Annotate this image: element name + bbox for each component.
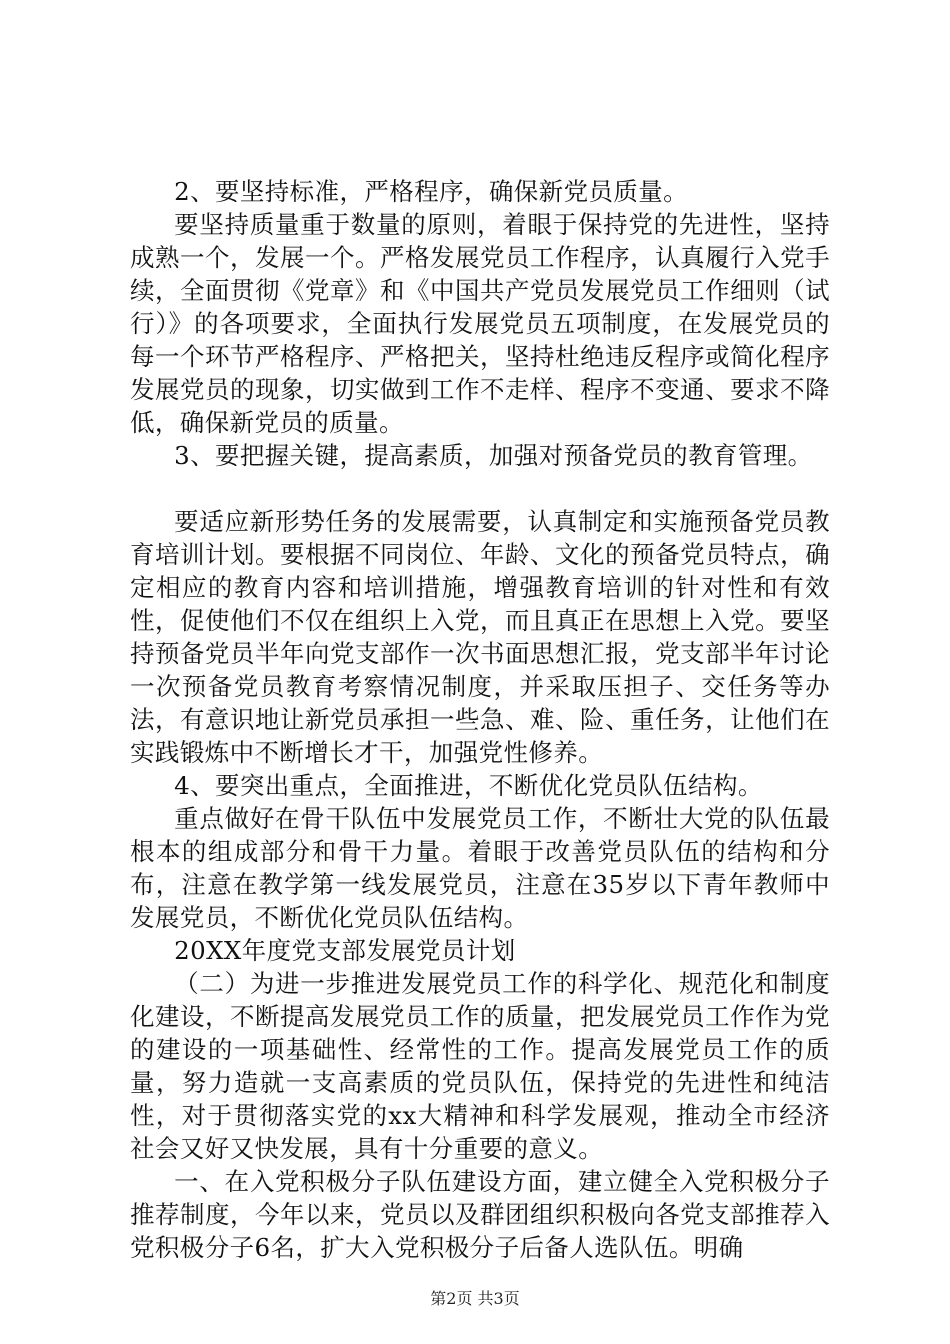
page-footer: 第2页 共3页: [430, 1289, 520, 1308]
body-paragraph: 要坚持质量重于数量的原则，着眼于保持党的先进性，坚持成熟一个，发展一个。严格发展党员工作程序，认真履行入党手续，全面贯彻《党章》和《中国共产党员发展党员工作细则（试行）》的各项要求，全面执行发展党员五项制度，在发展党员的每一个环节严格程序、严格把关，坚持杜绝违反程序或简化程序发展党员的现象，切实做到工作不走样、程序不变通、要求不降低，确保新党员的质量。: [130, 210, 830, 437]
plan-title: 20XX年度党支部发展党员计划: [174, 936, 516, 965]
section-heading-2: 2、要坚持标准，严格程序，确保新党员质量。: [174, 177, 689, 206]
section-heading-4: 4、要突出重点，全面推进，不断优化党员队伍结构。: [174, 771, 763, 800]
body-paragraph: 重点做好在骨干队伍中发展党员工作，不断壮大党的队伍最根本的组成部分和骨干力量。着眼于改善党员队伍的结构和分布，注意在教学第一线发展党员，注意在35岁以下青年教师中发展党员，不断优化党员队伍结构。: [130, 804, 830, 932]
body-paragraph: 要适应新形势任务的发展需要，认真制定和实施预备党员教育培训计划。要根据不同岗位、年龄、文化的预备党员特点，确定相应的教育内容和培训措施，增强教育培训的针对性和有效性，促使他们不仅在组织上入党，而且真正在思想上入党。要坚持预备党员半年向党支部作一次书面思想汇报，党支部半年讨论一次预备党员教育考察情况制度，并采取压担子、交任务等办法，有意识地让新党员承担一些急、难、险、重任务，让他们在实践锻炼中不断增长才干，加强党性修养。: [130, 507, 830, 767]
document-body: [130, 175, 830, 1264]
section-heading-3: 3、要把握关键，提高素质，加强对预备党员的教育管理。: [174, 441, 813, 470]
body-paragraph: （二）为进一步推进发展党员工作的科学化、规范化和制度化建设，不断提高发展党员工作的质量，把发展党员工作作为党的建设的一项基础性、经常性的工作。提高发展党员工作的质量，努力造就一支高素质的党员队伍，保持党的先进性和纯洁性，对于贯彻落实党的xx大精神和科学发展观，推动全市经济社会又好又快发展，具有十分重要的意义。: [130, 969, 830, 1163]
body-paragraph: 一、在入党积极分子队伍建设方面，建立健全入党积极分子推荐制度，今年以来，党员以及群团组织积极向各党支部推荐入党积极分子6名，扩大入党积极分子后备人选队伍。明确: [130, 1167, 830, 1262]
